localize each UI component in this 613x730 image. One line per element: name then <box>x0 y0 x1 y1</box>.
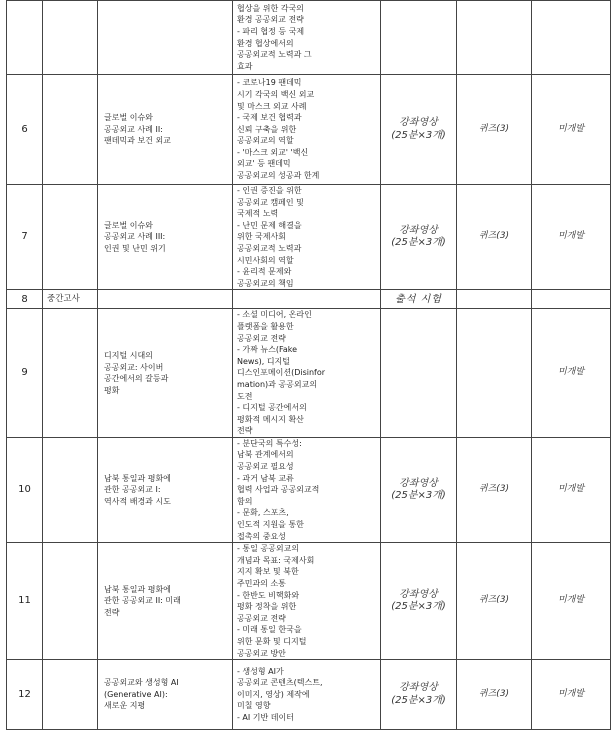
text-line: 공공외교의 역할 <box>237 136 294 146</box>
week-number: 12 <box>7 660 43 730</box>
text-line: - 인권 증진을 위한 <box>237 186 302 195</box>
text-line: (25분×3개) <box>391 694 446 706</box>
text-line: 관한 공공외교 II: 미래 <box>104 596 181 606</box>
empty-cell <box>98 290 233 309</box>
text-line: 주민과의 소통 <box>237 579 286 588</box>
text-line: 위한 문화 및 디지털 <box>237 636 307 646</box>
text-line: 공공외교적 노력과 <box>237 243 302 253</box>
text-line: - 코로나19 팬데믹 <box>237 78 302 88</box>
table-row <box>7 437 611 542</box>
text-line: 평화 <box>104 385 120 395</box>
text-line: - 한반도 비핵화와 <box>237 590 300 600</box>
text-line: 전략 <box>237 426 253 436</box>
text-line: 새로운 지평 <box>104 701 146 711</box>
text-line: 미칠 영향 <box>237 701 271 711</box>
text-line: 평화적 메시지 확산 <box>237 414 304 424</box>
text-line: mation)과 공공외교의 <box>237 379 318 389</box>
lecture-content <box>233 1 381 75</box>
text-line: 공공외교의 성공과 한계 <box>237 171 320 181</box>
lecture-content <box>233 660 381 730</box>
text-line: - 난민 문제 해결을 <box>237 220 302 230</box>
text-line: 디스인포메이션(Disinfor <box>237 368 326 378</box>
empty-cell <box>43 1 98 75</box>
table-row <box>7 185 611 290</box>
text-line: 협상을 위한 각국의 <box>237 3 304 13</box>
text-line: 시기 각국의 백신 외교 <box>237 89 315 99</box>
week-number: 7 <box>7 185 43 290</box>
empty-cell <box>43 437 98 542</box>
text-line: 공공외교 콘텐츠(텍스트, <box>237 678 323 688</box>
text-line: 공공외교 전략 <box>237 613 286 623</box>
text-line: 디지털 시대의 <box>104 351 153 361</box>
lecture-title <box>98 75 233 185</box>
text-line: 공공외교적 노력과 그 <box>237 50 312 60</box>
table-row <box>7 290 611 309</box>
table-row <box>7 75 611 185</box>
status-cell: 미개발 <box>532 309 611 438</box>
text-line: 함의 <box>237 496 253 506</box>
quiz-cell: 퀴즈(3) <box>457 437 532 542</box>
text-line: 효과 <box>237 61 253 71</box>
text-line: - 생성형 AI가 <box>237 666 284 676</box>
table-row <box>7 309 611 438</box>
text-line: - 문화, 스포츠, <box>237 508 289 518</box>
text-line: 협력 사업과 공공외교적 <box>237 485 320 495</box>
text-line: 평화 정착을 위한 <box>237 602 297 612</box>
text-line: 인도적 지원을 통한 <box>237 520 304 530</box>
text-line: 환경 협상에서의 <box>237 38 294 48</box>
text-line: 전략 <box>104 607 120 617</box>
status-cell: 미개발 <box>532 75 611 185</box>
quiz-cell: 퀴즈(3) <box>457 660 532 730</box>
text-line: (25분×3개) <box>391 237 446 249</box>
text-line: 남북 통일과 평화에 <box>104 584 171 594</box>
text-line: - 분단국의 특수성: <box>237 438 302 448</box>
text-line: 강좌영상 <box>399 477 438 489</box>
text-line: 글로벌 이슈와 <box>104 220 153 230</box>
midterm-label: 중간고사 <box>43 290 98 309</box>
text-line: - 통일 공공외교의 <box>237 544 300 554</box>
text-line: 개념과 목표: 국제사회 <box>237 555 315 565</box>
week-number: 8 <box>7 290 43 309</box>
text-line: 강좌영상 <box>399 224 438 236</box>
lecture-content <box>233 543 381 660</box>
media-cell <box>381 309 457 438</box>
text-line: - 미래 통일 한국을 <box>237 625 302 635</box>
exam-cell: 출석 시험 <box>381 290 457 309</box>
lecture-title <box>98 437 233 542</box>
week-number: 11 <box>7 543 43 660</box>
status-cell: 미개발 <box>532 660 611 730</box>
empty-cell <box>43 309 98 438</box>
text-line: (25분×3개) <box>391 601 446 613</box>
text-line: 환경 공공외교 전략 <box>237 15 304 25</box>
text-line: 공공외교와 생성형 AI <box>104 678 179 688</box>
quiz-cell: 퀴즈(3) <box>457 543 532 660</box>
media-cell <box>381 437 457 542</box>
empty-cell <box>43 185 98 290</box>
text-line: 관한 공공외교 I: <box>104 485 161 495</box>
text-line: - 파리 협정 등 국제 <box>237 26 305 36</box>
curriculum-table <box>6 0 611 730</box>
lecture-title <box>98 543 233 660</box>
text-line: 글로벌 이슈와 <box>104 113 153 123</box>
text-line: (Generative AI): <box>104 689 168 699</box>
lecture-title <box>98 660 233 730</box>
quiz-cell <box>457 309 532 438</box>
empty-cell <box>457 290 532 309</box>
text-line: (25분×3개) <box>391 490 446 502</box>
text-line: - AI 기반 데이터 <box>237 713 294 723</box>
text-line: 접촉의 중요성 <box>237 531 286 541</box>
status-cell: 미개발 <box>532 185 611 290</box>
text-line: 도전 <box>237 391 253 401</box>
text-line: 공공외교: 사이버 <box>104 362 164 372</box>
text-line: - 소셜 미디어, 온라인 <box>237 310 312 320</box>
quiz-cell <box>457 1 532 75</box>
text-line: 인권 및 난민 위기 <box>104 243 166 253</box>
table-row <box>7 543 611 660</box>
status-cell: 미개발 <box>532 437 611 542</box>
text-line: 플랫폼을 활용한 <box>237 321 294 331</box>
lecture-content <box>233 437 381 542</box>
text-line: 지지 확보 및 북한 <box>237 567 299 577</box>
text-line: News), 디지털 <box>237 356 291 366</box>
text-line: 공공외교 방안 <box>237 648 286 658</box>
week-number: 6 <box>7 75 43 185</box>
text-line: - 가짜 뉴스(Fake <box>237 345 298 355</box>
media-cell <box>381 660 457 730</box>
text-line: 역사적 배경과 시도 <box>104 496 171 506</box>
text-line: 남북 관계에서의 <box>237 450 294 460</box>
media-cell <box>381 185 457 290</box>
week-number: 10 <box>7 437 43 542</box>
text-line: 및 마스크 외교 사례 <box>237 101 307 111</box>
week-number <box>7 1 43 75</box>
table-row <box>7 660 611 730</box>
status-cell <box>532 1 611 75</box>
text-line: 공간에서의 갈등과 <box>104 374 169 384</box>
text-line: (25분×3개) <box>391 129 446 141</box>
text-line: 공공외교 캠페인 및 <box>237 197 304 207</box>
quiz-cell: 퀴즈(3) <box>457 185 532 290</box>
media-cell <box>381 543 457 660</box>
text-line: - 윤리적 문제와 <box>237 267 292 277</box>
text-line: 강좌영상 <box>399 117 438 128</box>
table-row <box>7 1 611 75</box>
empty-cell <box>233 290 381 309</box>
empty-cell <box>43 75 98 185</box>
lecture-title <box>98 185 233 290</box>
text-line: 공공외교 사례 III: <box>104 232 166 242</box>
text-line: 공공외교의 책임 <box>237 278 294 288</box>
lecture-content <box>233 309 381 438</box>
text-line: - '마스크 외교' '백신 <box>237 147 309 157</box>
text-line: 남북 통일과 평화에 <box>104 473 171 483</box>
text-line: 시민사회의 역할 <box>237 255 294 265</box>
text-line: - 과거 남북 교류 <box>237 473 294 483</box>
quiz-cell: 퀴즈(3) <box>457 75 532 185</box>
text-line: 강좌영상 <box>399 682 438 694</box>
text-line: 위한 국제사회 <box>237 232 286 242</box>
week-number: 9 <box>7 309 43 438</box>
media-cell <box>381 75 457 185</box>
text-line: 국제적 노력 <box>237 209 279 219</box>
text-line: 공공외교 사례 II: <box>104 124 163 134</box>
status-cell: 미개발 <box>532 543 611 660</box>
text-line: 팬데믹과 보건 외교 <box>104 136 171 146</box>
text-line: - 디지털 공간에서의 <box>237 403 307 413</box>
media-cell <box>381 1 457 75</box>
text-line: 공공외교 전략 <box>237 333 286 343</box>
lecture-title <box>98 1 233 75</box>
empty-cell <box>532 290 611 309</box>
text-line: 강좌영상 <box>399 588 438 600</box>
empty-cell <box>43 543 98 660</box>
empty-cell <box>43 660 98 730</box>
text-line: 이미지, 영상) 제작에 <box>237 689 310 699</box>
lecture-content <box>233 75 381 185</box>
text-line: 공공외교 필요성 <box>237 462 294 472</box>
lecture-content <box>233 185 381 290</box>
text-line: 외교' 등 팬데믹 <box>237 159 291 169</box>
lecture-title <box>98 309 233 438</box>
text-line: 신뢰 구축을 위한 <box>237 124 297 134</box>
text-line: - 국제 보건 협력과 <box>237 113 302 123</box>
